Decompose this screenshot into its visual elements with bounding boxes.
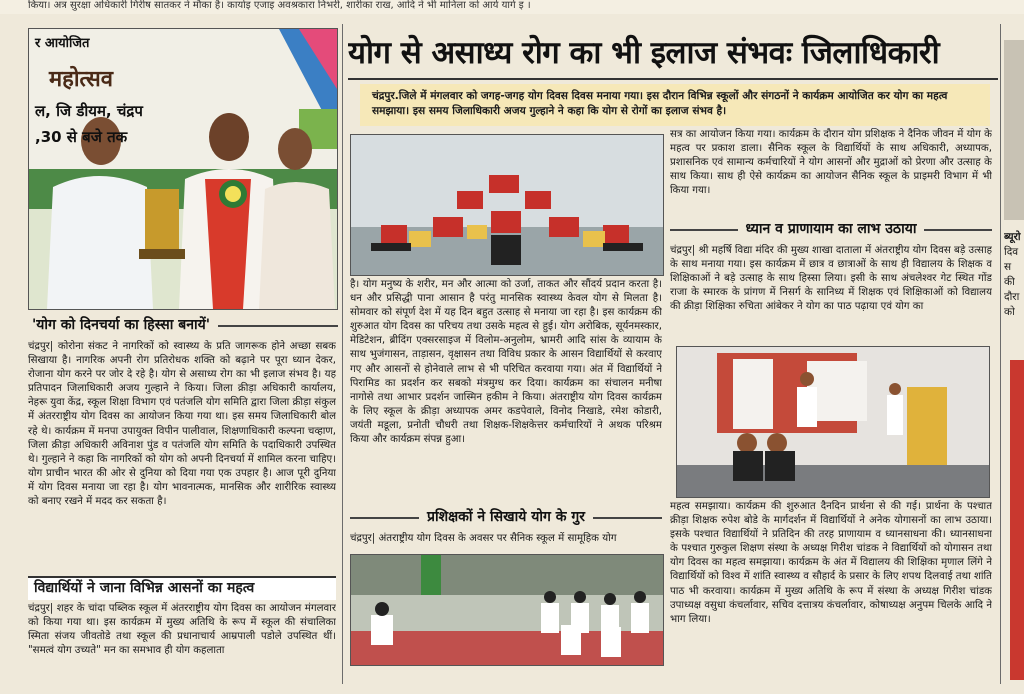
middle-article-2-heading-box (350, 506, 662, 528)
far-right-line-2: दिव (1004, 246, 1019, 258)
banner-line-1: र आयोजित (35, 36, 90, 51)
far-right-column (1004, 230, 1024, 350)
left-article-1-heading-box (28, 314, 338, 336)
left-photo-award (28, 28, 338, 310)
left-article-2-heading: विद्यार्थियों ने जाना विभिन्न आसनों का महत्व (34, 580, 255, 596)
top-strip-text: किया। अत्र सुरक्षा अधिकारी गिरीष सातकर ने मौका है। कार्याइ एजाइ अवश्रकारा निभरी, शारीका राख, आदि ने भी मानिला को आर्य यार्ग इ । (0, 0, 1024, 14)
far-right-red-strip (1010, 360, 1024, 680)
right-article-body-2: महत्व समझाया। कार्यक्रम की शुरुआत दैनदिन प्रार्थना से की गई। प्रार्थना के पश्चात क्रीड़ा शिक्षक रुपेश बोडे के मार्गदर्शन में विद्यार्थियों ने अनेक योगासनों का लाभ उठाया। इसके पश्चात विद्यार्थियों ने प्रतिदिन की तरह प्राणायाम व ध्यानसाधना की। ध्यानसाधना के पश्चात गुरुकुल शिक्षण संस्था के अध्यक्ष गिरीश चांडक ने विद्यार्थियों को योगासन तथा योग दिवस का महत्व समझाया। कार्यक्रम के अंत में विद्यालय की शिक्षिका मृणाल लिंगे ने विद्यार्थियों को विश्व में शांति स्वास्थ्य व सौहार्द के प्रसार के लिए शपथ दिलवाई तथा शांति पाठ भी करवाया। कार्यक्रम में मुख्य अतिथि के रूप में संस्था के अध्यक्ष गिरीश चांडक उपाध्यक्ष वसुधा कंचर्लावार, सचिव दत्तात्रय कंचर्लावार, कोषाध्यक्ष अनुपम चिलके आदि ने भाग लिया। (670, 501, 992, 625)
far-right-photo-strip (1004, 40, 1024, 220)
school-yoga-illustration (677, 347, 989, 497)
banner-line-4: ,30 से बजे तक (35, 128, 128, 146)
far-right-line-4: की (1004, 276, 1015, 288)
page-title: योग से असाध्य रोग का भी इलाज संभवः जिलाधिकारी (348, 35, 940, 71)
right-article-heading-box (670, 218, 992, 240)
right-article-heading: ध्यान व प्राणायाम का लाभ उठाया (738, 221, 925, 237)
middle-article-body: है। योग मनुष्य के शरीर, मन और आत्मा को उर्जा, ताकत और सौंदर्य प्रदान करता है। धन और प्रसिद्धी पाना आसान है परंतु मानसिक स्वास्थ्य केवल योग से मिलता है। सोमवार को संपूर्ण देश में यह दिन बहुत उत्साह से मनाया जा रहा है। इस कार्यक्रम की शुरुआत योग दिवस का परिचय तथा उसके महत्व से हुई। योग अरोबिक, सूर्यनमस्कार, मेडिटेशन, ब्रीदिंग एक्सरसाइज में विलोम-अनुलोम, भ्रामरी आदि सांस के व्यायाम के साथ भुजंगासन, ताड़ासन, वृक्षासन तथा विविध प्रकार के आसन विद्यार्थियों से करवाए गए और आसनों से होनेवाले लाभ से भी परिचित करवाया गया। अंत में विद्यार्थियों ने पिरामिड का प्रदर्शन कर सबको मंत्रमुग्ध कर दिया। कार्यक्रम का संचालन मनीषा नागोसे तथा आभार प्रदर्शन जास्मिन हकीम ने किया। अंतराष्ट्रीय योग दिवस कार्यक्रम के लिए स्कूल के क्रीड़ा अध्यापक अमर कडपेवाले, विनोद निखाडे, रमेश कोडारी, जयंती मडूला, प्रनोती चौधरी तथा शिक्षक-शिक्षकेत्तर कर्मचारियों ने अथक परिश्रम किया और कार्यक्रम संपन्न हुआ। (350, 279, 662, 446)
far-right-line-1: ब्यूरो (1004, 231, 1021, 243)
right-photo-school-yoga (676, 346, 990, 498)
middle-article-2-heading: प्रशिक्षकों ने सिखाये योग के गुर (419, 509, 593, 525)
right-article-body: चंद्रपुर| श्री महर्षि विद्या मंदिर की मुख्य शाखा दाताला में अंतराष्ट्रीय योग दिवस बड़े उत्साह के साथ मनाया गया। इस कार्यक्रम में छात्र व छात्राओं के साथ ही विद्यालय के शिक्षक व शिक्षिकाओं ने बड़े उत्साह के साथ हिस्सा लिया। इसी के साथ अंचलेश्वर गेट स्थित गोंड राजा के स्मारक के प्रांगण में निसर्ग के सानिध्य में शिक्षक एवं शिक्षिकाओं को विद्यालय की क्रीड़ा शिक्षिका रुचिता आंबेकर ने योग का पाठ पढ़ाया एवं योग का (670, 245, 992, 313)
banner-line-3: ल, जि डीयम, चंद्रप (35, 102, 143, 120)
sainik-school-illustration (351, 555, 663, 665)
pyramid-illustration (351, 135, 663, 275)
headline-underline (348, 78, 998, 80)
left-article-1-heading: 'योग को दिनचर्या का हिस्सा बनायें' (28, 314, 218, 336)
intro-summary: चंद्रपुर.जिले में मंगलवार को जगह-जगह योग दिवस दिवस मनाया गया। इस दौरान विभिन्न स्कूलों और संगठनों ने कार्यक्रम आयोजित कर योग का महत्व समझाया। इस समय जिलाधिकारी अजय गुल्हाने ने कहा कि योग से रोगों का इलाज संभव है। (360, 84, 990, 126)
middle-article-2-body: चंद्रपुर| अंतराष्ट्रीय योग दिवस के अवसर पर सैनिक स्कूल में सामूहिक योग (350, 533, 617, 544)
left-article-2-heading-box (28, 576, 336, 600)
right-top-body: सत्र का आयोजन किया गया। कार्यक्रम के दौरान योग प्रशिक्षक ने दैनिक जीवन में योग के महत्व पर प्रकाश डाला। सैनिक स्कूल के विद्यार्थियों के साथ अधिकारी, अध्यापक, प्रशासनिक एवं सामान्य कर्मचारियों ने योग आसनों और मुद्राओं को प्रेरणा और उत्साह के साथ किया। साथ ही ऐसे कार्यक्रम का आयोजन सैनिक स्कूल के प्राइमरी विभाग में भी किया गया। (670, 129, 992, 197)
column-divider-2 (1000, 24, 1001, 684)
far-right-line-3: स (1004, 261, 1012, 273)
left-article-1-body: चंद्रपुर| कोरोना संकट ने नागरिकों को स्वास्थ्य के प्रति जागरूक होने अच्छा सबक सिखाया है। नागरिक अपनी रोग प्रतिरोधक शक्ति को बढ़ाने पर पूरा ध्यान देकर, रोजाना योग करने पर जोर दे रहे है। योग से असाध्य रोग का भी इलाज संभव है। यह प्रतिपादन जिलाधिकारी अजय गुल्हाने ने किया। जिला क्रीड़ा अधिकारी कार्यालय, नेहरू युवा केंद्र, स्कूल शिक्षा विभाग एवं पतंजलि योग समिति द्वारा जिला क्रीड़ा संकुल में अंतरराष्ट्रीय योग दिवस का आयोजन किया गया था। इस समय जिलाधिकारी बोल रहे थे। कार्यक्रम में मनपा उपायुक्त विपीन पालीवाल, शिक्षणाधिकारी कल्पना चव्हाण, जिला क्रीड़ा अधिकारी अविनाश पुंड व पतंजलि योग समिति के पदाधिकारी उपस्थित थे। गुल्हाने ने कहा कि नागरिकों को योग को अपनी दिनचर्या में शामिल करना चाहिए। योग प्राचीन भारत की ओर से दुनिया को दिया गया एक उपहार है। आज पूरी दुनिया में योग दिवस मनाया जा रहा है। योग भावनात्मक, मानसिक और शारीरिक स्वास्थ्य को बनाए रखने में मदद कर सकता है। (28, 341, 336, 508)
column-divider-1 (342, 24, 343, 684)
banner-line-2: महोत्सव (49, 67, 113, 92)
middle-photo-pyramid (350, 134, 664, 276)
far-right-line-6: को (1004, 306, 1015, 318)
far-right-line-5: दौरा (1004, 291, 1020, 303)
middle-photo-sainik-school (350, 554, 664, 666)
left-article-2-body: चंद्रपुर| शहर के चांदा पब्लिक स्कूल में अंतरराष्ट्रीय योग दिवस का आयोजन मंगलवार को किया गया था। इस कार्यक्रम में मुख्य अतिथि के रूप में स्कूल की संचालिका स्मिता संजय जीवतोडे तथा स्कूल की प्रधानाचार्य आम्रपाली पडोले उपस्थित थीं। "समत्वं योग उच्यते" मन का समभाव ही योग कहलाता (28, 603, 336, 657)
